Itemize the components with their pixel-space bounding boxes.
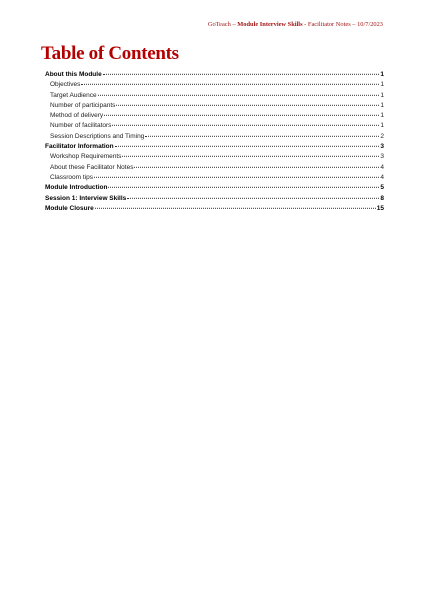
toc-entry-page-number: 3 xyxy=(380,153,384,161)
toc-entry-label: Session 1: Interview Skills xyxy=(45,194,127,202)
header-separator-2: - xyxy=(302,21,308,28)
toc-entry-label: Number of facilitators xyxy=(50,122,112,130)
toc-entry[interactable] xyxy=(45,173,384,183)
toc-entry[interactable] xyxy=(45,194,384,204)
header-separator-1: – xyxy=(230,21,238,28)
toc-entry-page-number: 4 xyxy=(380,163,384,171)
toc-entry-page-number: 8 xyxy=(380,194,384,202)
toc-entry-label: About this Module xyxy=(45,71,102,78)
toc-entry-label: Facilitator Information xyxy=(45,143,114,151)
toc-entry-label: Session Descriptions and Timing xyxy=(50,132,145,140)
toc-dot-leader xyxy=(116,105,379,106)
toc-entry-label: Module Introduction xyxy=(45,184,108,192)
toc-entry-label: Target Audience xyxy=(50,91,97,99)
toc-dot-leader xyxy=(112,125,379,126)
toc-dot-leader xyxy=(94,177,379,178)
toc-entry[interactable] xyxy=(45,142,384,152)
toc-entry-page-number: 1 xyxy=(380,81,384,89)
toc-dot-leader xyxy=(145,136,379,137)
toc-entry[interactable] xyxy=(45,70,384,80)
header-org: GoTeach xyxy=(207,21,231,28)
toc-entry-label: Method of delivery xyxy=(50,112,104,120)
toc-dot-leader xyxy=(122,156,379,157)
running-header xyxy=(208,21,383,28)
toc-entry-page-number: 15 xyxy=(376,204,384,212)
toc-entry-label: Number of participants xyxy=(50,101,116,109)
toc-entry[interactable] xyxy=(45,204,384,214)
toc-entry-page-number: 2 xyxy=(380,132,384,140)
toc-entry-page-number: 1 xyxy=(380,91,384,99)
page-title: Table of Contents xyxy=(41,43,179,64)
toc-entry[interactable] xyxy=(45,101,384,111)
toc-entry[interactable] xyxy=(45,80,384,90)
toc-dot-leader xyxy=(95,208,376,209)
toc-entry-label: Objectives xyxy=(50,81,81,89)
toc-entry-page-number: 1 xyxy=(380,112,384,120)
toc-entry-page-number: 1 xyxy=(380,101,384,109)
header-doc-type: Facilitator Notes xyxy=(307,21,351,28)
toc-dot-leader xyxy=(81,84,379,85)
toc-entry-page-number: 4 xyxy=(380,173,384,181)
toc-entry[interactable] xyxy=(45,132,384,142)
toc-entry-page-number: 1 xyxy=(380,122,384,130)
toc-dot-leader xyxy=(103,74,380,75)
header-date: 10/7/2023 xyxy=(357,21,383,28)
toc-entry-page-number: 5 xyxy=(380,184,384,192)
toc-entry-page-number: 1 xyxy=(380,71,384,78)
toc-dot-leader xyxy=(115,146,380,147)
toc-entry[interactable] xyxy=(45,163,384,173)
toc-dot-leader xyxy=(127,197,379,198)
toc-dot-leader xyxy=(104,115,379,116)
toc-dot-leader xyxy=(108,187,379,188)
toc-entry[interactable] xyxy=(45,111,384,121)
toc-entry-label: About these Facilitator Notes xyxy=(50,163,134,171)
toc-entry-page-number: 3 xyxy=(380,143,384,151)
toc-entry[interactable] xyxy=(45,91,384,101)
header-module-name: Module Interview Skills xyxy=(237,21,303,28)
toc-entry-label: Workshop Requirements xyxy=(50,153,122,161)
header-separator-3: – xyxy=(350,21,358,28)
toc-entry-label: Classroom tips xyxy=(50,173,93,181)
toc-entry[interactable] xyxy=(45,121,384,131)
toc-dot-leader xyxy=(134,166,379,167)
toc-dot-leader xyxy=(98,94,380,95)
toc-entry-label: Module Closure xyxy=(45,204,94,212)
toc-entry[interactable] xyxy=(45,152,384,162)
table-of-contents xyxy=(45,70,384,214)
toc-entry[interactable] xyxy=(45,183,384,193)
